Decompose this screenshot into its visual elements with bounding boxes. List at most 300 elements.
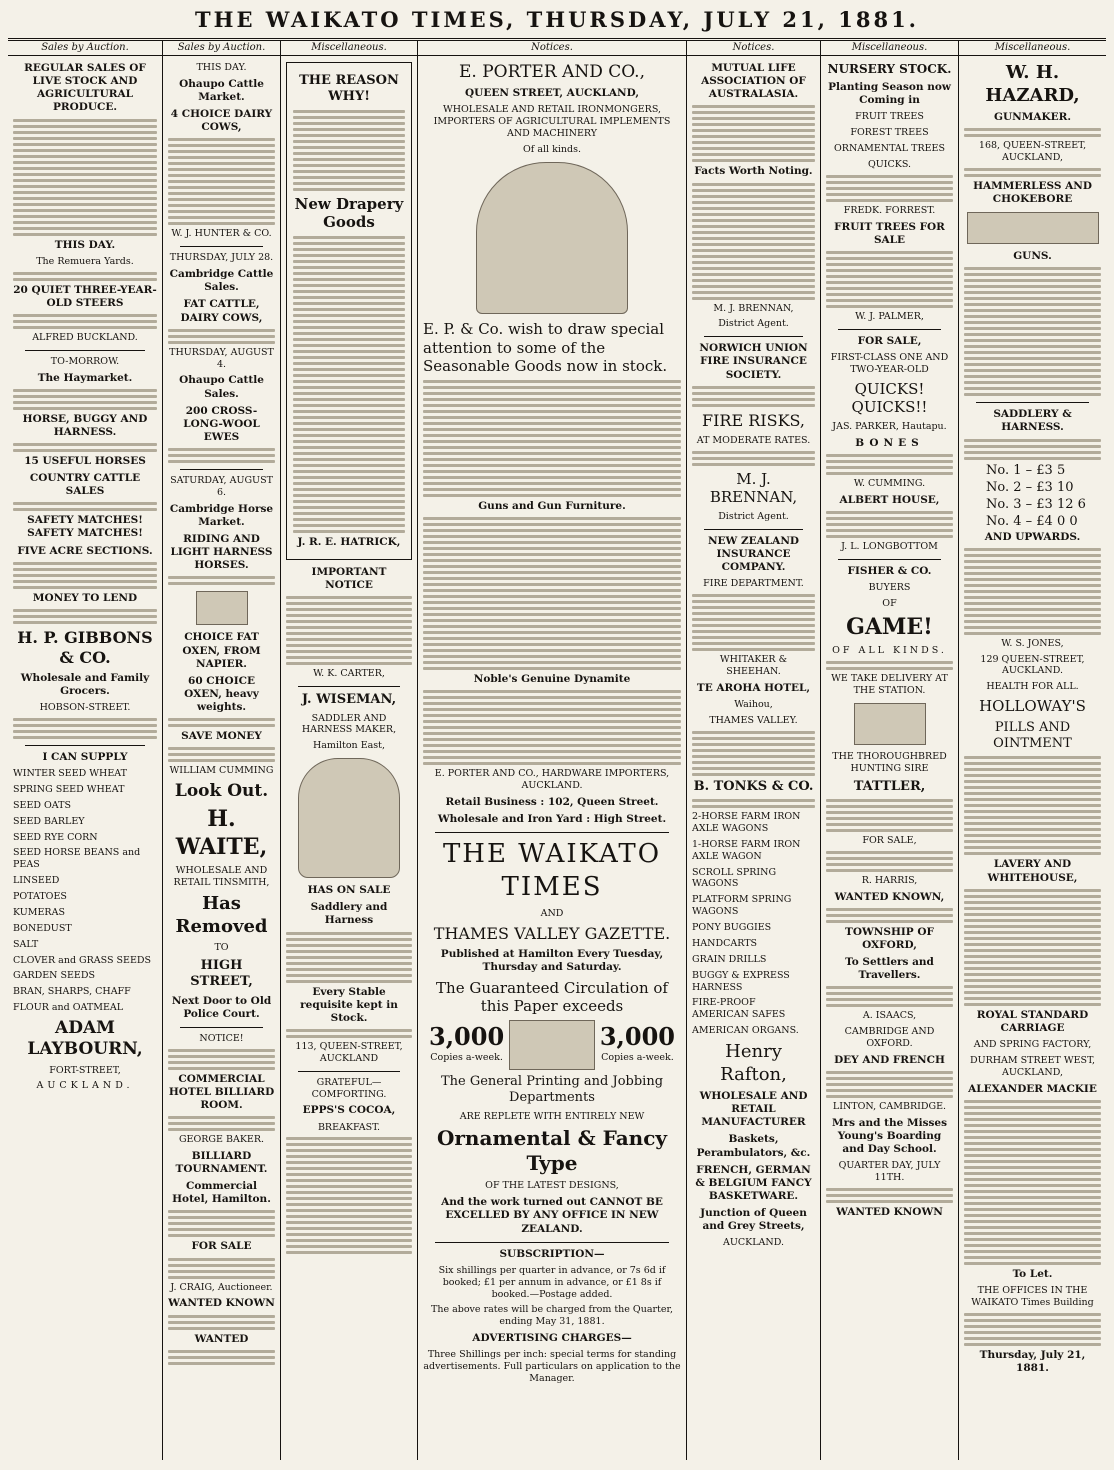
- text-block: [13, 718, 157, 739]
- ad-signature: WILLIAM CUMMING: [169, 765, 274, 777]
- saddle-price: No. 3 – £3 12 6: [986, 496, 1086, 512]
- text-block: [826, 799, 953, 832]
- ad-title: J. WISEMAN,: [301, 692, 397, 708]
- ad-subheading: AUCKLAND.: [722, 1237, 784, 1249]
- ad-signature: GEORGE BAKER.: [178, 1134, 265, 1145]
- stock-item: KUMERAS: [13, 906, 65, 918]
- ad-subheading: The Haymarket.: [37, 371, 133, 384]
- ad-footer: E. PORTER AND CO., HARDWARE IMPORTERS, AUCKLAND.: [434, 768, 670, 792]
- divider: [704, 336, 803, 337]
- stock-item: WINTER SEED WHEAT: [13, 768, 127, 779]
- ad-subheading: THE OFFICES IN THE WAIKATO Times Building: [971, 1284, 1094, 1308]
- stock-item: BONEDUST: [13, 922, 72, 934]
- text-block: [692, 799, 815, 808]
- text-block: [286, 1137, 412, 1254]
- text-block: [826, 986, 953, 1007]
- ad-title: GAME!: [846, 613, 933, 640]
- ad-heading: WANTED KNOWN: [836, 1206, 943, 1219]
- text-block: [964, 548, 1101, 635]
- text-block: [826, 1188, 953, 1203]
- ad-subheading: GUNMAKER.: [993, 111, 1071, 123]
- issue-date: Thursday, July 21, 1881.: [979, 1348, 1086, 1374]
- text-block: [964, 889, 1101, 1006]
- ad-heading: GRATEFUL—COMFORTING.: [311, 1076, 387, 1100]
- ad-title: HOLLOWAY'S: [979, 697, 1086, 716]
- stock-item: 2-HORSE FARM IRON AXLE WAGONS: [692, 811, 801, 834]
- stock-item: POTATOES: [13, 891, 67, 902]
- text-block: [168, 576, 275, 585]
- column-heading: Sales by Auction.: [163, 42, 280, 56]
- ad-title: FIRE RISKS,: [702, 410, 805, 430]
- ad-address: DURHAM STREET WEST, AUCKLAND,: [969, 1054, 1096, 1078]
- paper-title: THE WAIKATO TIMES: [442, 839, 662, 902]
- ad-subheading: Waihou,: [734, 699, 773, 710]
- text-block: [964, 439, 1101, 460]
- ad-signature: ALFRED BUCKLAND.: [32, 331, 138, 343]
- subscription-note: The above rates will be charged from the Quarter, ending May 31, 1881.: [431, 1304, 673, 1328]
- ad-heading: COUNTRY CATTLE SALES: [29, 472, 141, 498]
- column-heading: Notices.: [418, 42, 686, 56]
- ad-heading: WANTED KNOWN: [168, 1297, 275, 1310]
- ad-subheading: The Remuera Yards.: [36, 255, 134, 267]
- ad-signature: W. S. JONES,: [1001, 637, 1064, 649]
- text-block: [826, 454, 953, 475]
- circulation-left: [429, 1022, 504, 1068]
- circulation-count: 3,000: [599, 1022, 675, 1052]
- ad-heading: FOR SALE,: [862, 835, 917, 846]
- ad-signature: JAS. PARKER, Hautapu.: [832, 421, 947, 433]
- ad-title: New Drapery Goods: [294, 194, 404, 232]
- column-heading: Miscellaneous.: [821, 42, 958, 56]
- ad-subheading: District Agent.: [718, 511, 789, 522]
- text-block: [13, 272, 157, 281]
- text-block: [13, 119, 157, 236]
- circulation-row: [429, 1020, 675, 1070]
- ad-subheading: FORT-STREET,: [49, 1064, 121, 1076]
- text-block: [826, 175, 953, 202]
- text-block: [13, 389, 157, 410]
- ad-heading: QUICKS.: [867, 158, 912, 170]
- ad-title: B. TONKS & CO.: [693, 778, 814, 794]
- divider: [180, 246, 263, 247]
- ad-heading: TE AROHA HOTEL,: [696, 681, 811, 694]
- text-block: [964, 168, 1101, 177]
- ad-signature: J. CRAIG, Auctioneer.: [170, 1281, 273, 1293]
- ad-subheading: BREAKFAST.: [317, 1121, 381, 1133]
- column-5: [687, 42, 820, 1459]
- shotgun-engraving: [967, 212, 1099, 244]
- ad-title: H. P. GIBBONS & CO.: [17, 627, 153, 667]
- ad-heading: FOR SALE,: [857, 334, 922, 347]
- circulation-heading: The Guaranteed Circulation of this Paper exceeds: [436, 978, 668, 1016]
- masthead-rule: [8, 38, 1106, 39]
- text-block: [423, 517, 681, 670]
- ad-subheading: TO: [214, 942, 229, 954]
- text-block: [964, 1313, 1101, 1346]
- ad-heading: ROYAL STANDARD CARRIAGE: [976, 1008, 1089, 1034]
- text-block: [168, 1116, 275, 1131]
- ad-subheading: FIRST-CLASS ONE AND TWO-YEAR-OLD: [830, 351, 949, 375]
- ad-heading: Facts Worth Noting.: [694, 165, 813, 178]
- ad-subheading: AND: [540, 908, 564, 920]
- divider: [435, 1242, 669, 1243]
- stock-item: FLOUR and OATMEAL: [13, 1002, 124, 1014]
- stock-item: CLOVER and GRASS SEEDS: [13, 954, 152, 966]
- text-block: [168, 1350, 275, 1365]
- text-block: [423, 690, 681, 765]
- ad-box: [286, 62, 412, 560]
- ad-heading: Ohaupo Cattle Sales.: [179, 374, 264, 400]
- ad-heading: ORNAMENTAL TREES: [834, 143, 945, 154]
- cattle-engraving: [196, 591, 248, 625]
- ad-heading: DEY AND FRENCH: [834, 1054, 945, 1066]
- column-3: [281, 42, 417, 1459]
- subscription-text: Six shillings per quarter in advance, or 7s 6d if booked; £1 per annum in advance, or £1 8s if booked.—Postage added.: [438, 1264, 666, 1300]
- stock-item: SEED HORSE BEANS and PEAS: [13, 847, 141, 871]
- text-block: [692, 386, 815, 407]
- ad-heading: RIDING AND LIGHT HARNESS HORSES.: [170, 533, 273, 572]
- ad-heading: BILLIARD TOURNAMENT.: [175, 1149, 268, 1175]
- ad-signature: FREDK. FORREST.: [843, 204, 936, 216]
- ad-signature: J. R. E. HATRICK,: [297, 536, 401, 548]
- advertising-text: Three Shillings per inch: special terms for standing advertisements. Full particulars on application to the Manager.: [423, 1349, 681, 1384]
- text-block: [168, 1315, 275, 1330]
- ad-title: Has Removed: [175, 893, 268, 937]
- ad-subheading: BUYERS: [868, 582, 911, 594]
- masthead-rule-2: [8, 40, 1106, 41]
- ad-address: 168, QUEEN-STREET, AUCKLAND,: [978, 140, 1087, 163]
- stock-item: AMERICAN ORGANS.: [692, 1025, 799, 1037]
- text-block: [964, 1100, 1101, 1265]
- ad-heading: LAVERY AND WHITEHOUSE,: [987, 858, 1078, 884]
- ad-signature: District Agent.: [718, 318, 789, 330]
- ad-heading: FISHER & CO.: [847, 565, 932, 577]
- ad-heading: NORWICH UNION FIRE INSURANCE SOCIETY.: [699, 342, 808, 381]
- divider: [25, 350, 145, 351]
- text-block: [826, 511, 953, 538]
- stock-item: BRAN, SHARPS, CHAFF: [13, 986, 131, 998]
- ad-title: Ornamental & Fancy Type: [436, 1126, 668, 1176]
- divider: [838, 329, 941, 330]
- ad-heading: TOWNSHIP OF OXFORD,: [845, 925, 934, 951]
- ad-heading: Every Stable requisite kept in Stock.: [300, 985, 398, 1024]
- ad-heading: SATURDAY, AUGUST 6.: [170, 475, 273, 498]
- ad-heading: FOREST TREES: [850, 127, 929, 139]
- ad-subheading: ARE REPLETE WITH ENTIRELY NEW: [459, 1110, 645, 1122]
- text-block: [13, 609, 157, 624]
- ad-title: M. J. BRENNAN,: [709, 469, 798, 507]
- column-heading: Notices.: [687, 42, 820, 56]
- divider: [298, 1071, 400, 1072]
- ad-subheading: WE TAKE DELIVERY AT THE STATION.: [831, 673, 948, 697]
- divider: [180, 1027, 263, 1028]
- ad-heading: FOR SALE: [191, 1240, 252, 1253]
- ad-heading: COMMERCIAL HOTEL BILLIARD ROOM.: [168, 1072, 275, 1111]
- subscription-heading: SUBSCRIPTION—: [499, 1247, 605, 1260]
- ad-heading: Mrs and the Misses Young's Boarding and Day School.: [831, 1117, 947, 1156]
- ad-lead: E. P. & Co. wish to draw special attention to some of the Seasonable Goods now in stock.: [423, 319, 668, 376]
- ad-signature: W. K. CARTER,: [313, 668, 385, 680]
- ad-heading: Noble's Genuine Dynamite: [473, 673, 631, 686]
- ad-heading: MONEY TO LEND: [32, 591, 138, 604]
- text-block: [168, 718, 275, 727]
- ad-heading: Cambridge Horse Market.: [169, 502, 274, 528]
- ad-heading: 200 CROSS-LONG-WOOL EWES: [183, 404, 260, 443]
- ad-subheading: Next Door to Old Police Court.: [171, 994, 272, 1020]
- ad-heading: Guns and Gun Furniture.: [478, 500, 626, 513]
- ad-heading: ALBERT HOUSE,: [839, 494, 940, 506]
- ad-heading: Junction of Queen and Grey Streets,: [700, 1207, 807, 1233]
- ad-heading: HAMMERLESS AND CHOKEBORE: [973, 179, 1092, 205]
- ad-heading: TO-MORROW.: [50, 355, 120, 367]
- text-block: [692, 183, 815, 300]
- text-block: [964, 128, 1101, 137]
- text-block: [293, 110, 405, 191]
- ad-heading: MUTUAL LIFE ASSOCIATION OF AUSTRALASIA.: [701, 62, 806, 101]
- stock-item: BUGGY & EXPRESS HARNESS: [692, 969, 790, 993]
- publication-note: Published at Hamilton Every Tuesday, Thursday and Saturday.: [440, 948, 664, 974]
- ad-heading: Baskets, Perambulators, &c.: [696, 1133, 811, 1159]
- ad-signature: R. HARRIS,: [861, 874, 918, 886]
- ad-subheading: SADDLER AND HARNESS MAKER,: [301, 712, 397, 736]
- stock-item: SEED RYE CORN: [13, 831, 98, 843]
- ad-heading: NOTICE!: [199, 1032, 244, 1044]
- ad-heading: FAT CATTLE, DAIRY COWS,: [180, 298, 263, 324]
- text-block: [964, 267, 1101, 396]
- text-block: [13, 443, 157, 452]
- ad-signature: W. J. PALMER,: [855, 310, 924, 322]
- text-block: [168, 329, 275, 344]
- ad-heading: FIVE ACRE SECTIONS.: [17, 544, 153, 557]
- stock-item: PONY BUGGIES: [692, 922, 772, 933]
- ad-address: CAMBRIDGE AND OXFORD.: [844, 1026, 935, 1050]
- ad-heading: SADDLERY & HARNESS.: [993, 408, 1072, 434]
- column-7: [959, 42, 1106, 1459]
- stock-item: 1-HORSE FARM IRON AXLE WAGON: [692, 838, 801, 862]
- ad-title: Henry Rafton,: [720, 1041, 787, 1085]
- text-block: [286, 1029, 412, 1038]
- circulation-label: Copies a-week.: [601, 1052, 674, 1064]
- printing-press-engraving: [509, 1020, 595, 1070]
- saddle-price: No. 1 – £3 5: [986, 462, 1066, 478]
- ad-heading: SAFETY MATCHES! SAFETY MATCHES!: [27, 514, 143, 540]
- ad-address: 129 QUEEN-STREET, AUCKLAND.: [980, 653, 1085, 677]
- text-block: [826, 851, 953, 872]
- text-block: [826, 251, 953, 308]
- ad-heading: THIS DAY.: [196, 62, 247, 73]
- text-block: [168, 448, 275, 463]
- ad-heading: FRUIT TREES: [855, 111, 924, 123]
- column-6: [821, 42, 958, 1459]
- ad-heading: 4 CHOICE DAIRY COWS,: [170, 108, 273, 134]
- column-2: [163, 42, 280, 1459]
- ad-heading: IMPORTANT NOTICE: [311, 566, 387, 592]
- ad-footer: Retail Business : 102, Queen Street.: [445, 796, 659, 809]
- ad-subheading: Of all kinds.: [523, 144, 581, 155]
- divider: [435, 832, 669, 833]
- text-block: [826, 1071, 953, 1098]
- stock-item: SCROLL SPRING WAGONS: [692, 866, 777, 890]
- ad-signature: J. L. LONGBOTTOM: [841, 541, 938, 553]
- text-block: [286, 932, 412, 983]
- saddle-price: No. 2 – £3 10: [986, 479, 1074, 495]
- ad-heading: THURSDAY, AUGUST 4.: [169, 346, 274, 370]
- stock-item: GARDEN SEEDS: [13, 970, 95, 982]
- ad-subheading: AND UPWARDS.: [984, 530, 1081, 543]
- text-block: [826, 661, 953, 670]
- text-block: [13, 314, 157, 329]
- ad-subheading: And the work turned out CANNOT BE EXCELLED BY ANY OFFICE IN NEW ZEALAND.: [441, 1196, 663, 1235]
- column-heading: Miscellaneous.: [959, 42, 1106, 56]
- circulation-count: 3,000: [429, 1022, 505, 1052]
- ad-heading: GUNS.: [1013, 250, 1052, 263]
- column-heading: Sales by Auction.: [8, 42, 162, 56]
- ad-heading: To Let.: [1012, 1267, 1053, 1280]
- divider: [25, 745, 145, 746]
- text-block: [168, 1210, 275, 1237]
- text-block: [692, 731, 815, 776]
- circulation-right: [600, 1022, 675, 1068]
- ad-heading: FRUIT TREES FOR SALE: [834, 220, 945, 246]
- text-block: [13, 562, 157, 589]
- ad-address: 113, QUEEN-STREET, AUCKLAND: [295, 1040, 403, 1064]
- ad-heading: HAS ON SALE: [307, 884, 391, 897]
- ad-heading: 60 CHOICE OXEN, heavy weights.: [184, 674, 259, 713]
- ad-signature: A. ISAACS,: [862, 1010, 917, 1022]
- text-block: [168, 1049, 275, 1070]
- ad-heading: FRENCH, GERMAN & BELGIUM FANCY BASKETWARE.: [695, 1163, 812, 1202]
- ad-signature: M. J. BRENNAN,: [713, 302, 794, 314]
- ad-heading: WHOLESALE AND RETAIL MANUFACTURER: [699, 1090, 808, 1129]
- ad-heading: SAVE MONEY: [181, 730, 262, 743]
- text-block: [286, 596, 412, 665]
- stock-item: SPRING SEED WHEAT: [13, 783, 125, 795]
- ad-title: NURSERY STOCK.: [827, 62, 952, 76]
- ad-title: HIGH STREET,: [190, 958, 253, 990]
- ad-title: QUICKS! QUICKS!!: [851, 379, 928, 417]
- text-block: [692, 594, 815, 651]
- divider: [838, 559, 941, 560]
- text-block: [13, 502, 157, 511]
- circulation-label: Copies a-week.: [430, 1052, 503, 1064]
- column-heading: Miscellaneous.: [281, 42, 417, 56]
- horse-engraving: [854, 703, 926, 745]
- ad-heading: Cambridge Cattle Sales.: [169, 268, 274, 294]
- ad-heading: CHOICE FAT OXEN, FROM NAPIER.: [182, 631, 261, 670]
- ad-subheading: OF ALL KINDS.: [832, 645, 947, 657]
- ad-subheading: WHOLESALE AND RETAIL IRONMONGERS, IMPORTERS OF AGRICULTURAL IMPLEMENTS AND MACHINERY: [433, 104, 671, 140]
- divider: [704, 529, 803, 530]
- ad-heading: Commercial Hotel, Hamilton.: [172, 1180, 271, 1206]
- ad-heading: THE THOROUGHBRED HUNTING SIRE: [832, 751, 947, 774]
- ad-heading: NEW ZEALAND INSURANCE COMPANY.: [707, 534, 800, 574]
- ad-title: W. H. HAZARD,: [985, 62, 1080, 106]
- stock-item: SALT: [13, 938, 39, 950]
- chaff-cutter-engraving: [476, 162, 628, 314]
- text-block: [826, 908, 953, 923]
- text-block: [168, 747, 275, 762]
- text-block: [168, 1258, 275, 1279]
- ad-subheading: FIRE DEPARTMENT.: [703, 578, 804, 590]
- ad-subheading: HOBSON-STREET.: [39, 702, 131, 713]
- ad-title: H. WAITE,: [175, 806, 268, 860]
- stock-item: GRAIN DRILLS: [692, 953, 767, 965]
- ad-heading: HEALTH FOR ALL.: [986, 681, 1079, 693]
- ad-heading: WANTED KNOWN,: [834, 890, 945, 903]
- ad-heading: THIS DAY.: [54, 238, 116, 251]
- ad-subheading: WHOLESALE AND RETAIL TINSMITH,: [173, 865, 270, 889]
- column-4: [418, 42, 686, 1459]
- divider: [180, 469, 263, 470]
- ad-title: TATTLER,: [853, 778, 926, 794]
- ad-signature: ALEXANDER MACKIE: [968, 1082, 1097, 1095]
- ad-subheading: Wholesale and Family Grocers.: [20, 671, 150, 697]
- ad-heading: EPPS'S COCOA,: [302, 1104, 396, 1117]
- ad-subheading: To Settlers and Travellers.: [845, 956, 934, 982]
- ad-subheading: OF THE LATEST DESIGNS,: [485, 1180, 619, 1192]
- masthead: THE WAIKATO TIMES, THURSDAY, JULY 21, 1881.: [194, 6, 919, 32]
- ad-subheading: QUEEN STREET, AUCKLAND,: [465, 87, 639, 100]
- ad-heading: Ohaupo Cattle Market.: [179, 77, 264, 103]
- ad-heading: 15 USEFUL HORSES: [24, 454, 146, 467]
- ad-title: THE REASON WHY!: [299, 73, 399, 105]
- ad-subheading: OF: [882, 598, 897, 609]
- ad-heading: REGULAR SALES OF LIVE STOCK AND AGRICULTURAL PRODUCE.: [24, 62, 146, 114]
- column-1: [8, 42, 162, 1459]
- divider: [298, 686, 400, 687]
- text-block: [293, 236, 405, 533]
- ad-heading: I CAN SUPPLY: [42, 750, 128, 763]
- ad-heading: The General Printing and Jobbing Departments: [440, 1074, 664, 1106]
- ad-subheading: AND SPRING FACTORY,: [973, 1038, 1092, 1050]
- ad-subheading: THAMES VALLEY.: [709, 714, 798, 726]
- stock-item: LINSEED: [13, 875, 60, 887]
- ad-heading: HORSE, BUGGY AND HARNESS.: [22, 412, 148, 438]
- ad-subheading: QUARTER DAY, JULY 11TH.: [838, 1160, 941, 1184]
- ad-heading: Saddlery and Harness: [310, 901, 388, 927]
- ad-subheading: Hamilton East,: [312, 740, 386, 752]
- ad-title: Look Out.: [174, 781, 269, 802]
- ad-heading: WANTED: [194, 1332, 249, 1345]
- text-block: [423, 380, 681, 497]
- text-block: [964, 756, 1101, 855]
- stock-item: PLATFORM SPRING WAGONS: [692, 894, 792, 918]
- stock-item: FIRE-PROOF AMERICAN SAFES: [692, 997, 786, 1021]
- advertising-heading: ADVERTISING CHARGES—: [472, 1332, 632, 1345]
- divider: [976, 402, 1089, 403]
- ad-signature: W. J. HUNTER & CO.: [171, 228, 272, 240]
- ad-heading: LINTON, CAMBRIDGE.: [832, 1101, 947, 1113]
- stock-item: SEED BARLEY: [13, 815, 85, 827]
- stock-item: HANDCARTS: [692, 937, 758, 949]
- ad-signature: W. CUMMING.: [853, 478, 926, 490]
- ad-footer: Wholesale and Iron Yard : High Street.: [437, 813, 667, 826]
- saddle-engraving: [298, 758, 400, 878]
- ad-title: ADAM LAYBOURN,: [27, 1018, 143, 1060]
- ad-heading: BONES: [855, 437, 924, 449]
- ad-signature: WHITAKER & SHEEHAN.: [719, 654, 788, 677]
- text-block: [692, 451, 815, 466]
- saddle-price: No. 4 – £4 0 0: [986, 513, 1078, 529]
- ad-heading: 20 QUIET THREE-YEAR-OLD STEERS: [13, 283, 157, 309]
- ad-subheading: AT MODERATE RATES.: [696, 434, 811, 446]
- ad-heading: THURSDAY, JULY 28.: [169, 252, 274, 264]
- ad-subheading: AUCKLAND.: [36, 1080, 134, 1092]
- text-block: [692, 105, 815, 162]
- ad-title: E. PORTER AND CO.,: [459, 62, 645, 82]
- ad-title: PILLS AND OINTMENT: [993, 719, 1072, 752]
- stock-item: SEED OATS: [13, 799, 71, 811]
